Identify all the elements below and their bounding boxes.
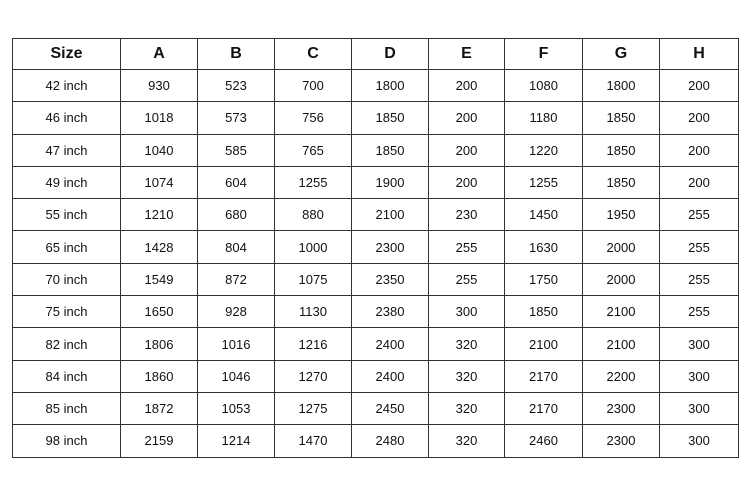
table-cell: 585 [198, 134, 275, 166]
table-cell: 1872 [121, 392, 198, 424]
table-cell: 320 [429, 392, 505, 424]
table-cell: 1046 [198, 360, 275, 392]
table-cell: 230 [429, 199, 505, 231]
table-cell: 300 [660, 328, 739, 360]
table-cell: 680 [198, 199, 275, 231]
table-cell: 200 [660, 166, 739, 198]
table-row [13, 70, 739, 102]
table-cell: 2000 [583, 231, 660, 263]
table-cell: 2170 [505, 392, 583, 424]
table-cell: 65 inch [13, 231, 121, 263]
table-cell: 2300 [583, 425, 660, 457]
table-cell: 1180 [505, 102, 583, 134]
table-cell: 320 [429, 425, 505, 457]
table-cell: 2000 [583, 263, 660, 295]
table-cell: 756 [275, 102, 352, 134]
table-cell: 1450 [505, 199, 583, 231]
table-cell: 82 inch [13, 328, 121, 360]
header-cell-e: E [429, 39, 505, 70]
header-cell-size: Size [13, 39, 121, 70]
table-cell: 200 [429, 134, 505, 166]
table-row [13, 425, 739, 457]
table-cell: 255 [429, 231, 505, 263]
table-cell: 255 [660, 263, 739, 295]
table-cell: 2460 [505, 425, 583, 457]
table-cell: 1549 [121, 263, 198, 295]
table-cell: 98 inch [13, 425, 121, 457]
table-cell: 300 [660, 360, 739, 392]
table-cell: 300 [429, 296, 505, 328]
table-cell: 1214 [198, 425, 275, 457]
table-cell: 2200 [583, 360, 660, 392]
table-cell: 1850 [583, 102, 660, 134]
table-cell: 320 [429, 360, 505, 392]
table-row [13, 360, 739, 392]
header-cell-b: B [198, 39, 275, 70]
table-cell: 1053 [198, 392, 275, 424]
table-cell: 1900 [352, 166, 429, 198]
table-cell: 1850 [352, 134, 429, 166]
table-cell: 1270 [275, 360, 352, 392]
table-cell: 1806 [121, 328, 198, 360]
table-cell: 75 inch [13, 296, 121, 328]
table-cell: 200 [429, 70, 505, 102]
table-cell: 255 [660, 296, 739, 328]
table-cell: 765 [275, 134, 352, 166]
table-cell: 200 [660, 134, 739, 166]
table-cell: 2380 [352, 296, 429, 328]
table-cell: 320 [429, 328, 505, 360]
table-cell: 49 inch [13, 166, 121, 198]
table-row [13, 134, 739, 166]
table-cell: 928 [198, 296, 275, 328]
table-cell: 200 [660, 102, 739, 134]
table-cell: 2400 [352, 360, 429, 392]
header-cell-g: G [583, 39, 660, 70]
table-cell: 2100 [505, 328, 583, 360]
table-row [13, 231, 739, 263]
table-cell: 300 [660, 425, 739, 457]
table-cell: 42 inch [13, 70, 121, 102]
table-cell: 804 [198, 231, 275, 263]
table-cell: 2300 [583, 392, 660, 424]
table-cell: 47 inch [13, 134, 121, 166]
table-cell: 2400 [352, 328, 429, 360]
table-cell: 1850 [352, 102, 429, 134]
table-cell: 2350 [352, 263, 429, 295]
table-cell: 1800 [352, 70, 429, 102]
table-cell: 2450 [352, 392, 429, 424]
table-cell: 200 [429, 166, 505, 198]
table-cell: 1650 [121, 296, 198, 328]
header-cell-f: F [505, 39, 583, 70]
table-cell: 1850 [583, 166, 660, 198]
size-table-container [12, 38, 738, 458]
table-cell: 84 inch [13, 360, 121, 392]
table-header [13, 39, 739, 70]
header-cell-h: H [660, 39, 739, 70]
header-cell-d: D [352, 39, 429, 70]
table-cell: 2300 [352, 231, 429, 263]
table-cell: 1000 [275, 231, 352, 263]
table-cell: 1018 [121, 102, 198, 134]
table-cell: 255 [660, 199, 739, 231]
table-cell: 1255 [505, 166, 583, 198]
header-cell-c: C [275, 39, 352, 70]
table-cell: 604 [198, 166, 275, 198]
table-cell: 85 inch [13, 392, 121, 424]
table-cell: 1275 [275, 392, 352, 424]
table-cell: 930 [121, 70, 198, 102]
table-cell: 55 inch [13, 199, 121, 231]
table-cell: 1040 [121, 134, 198, 166]
table-cell: 1470 [275, 425, 352, 457]
table-cell: 1800 [583, 70, 660, 102]
header-cell-a: A [121, 39, 198, 70]
table-cell: 1850 [583, 134, 660, 166]
table-cell: 2100 [583, 296, 660, 328]
table-cell: 200 [660, 70, 739, 102]
table-cell: 1255 [275, 166, 352, 198]
table-cell: 1210 [121, 199, 198, 231]
table-cell: 1016 [198, 328, 275, 360]
table-cell: 2100 [352, 199, 429, 231]
table-cell: 872 [198, 263, 275, 295]
table-cell: 573 [198, 102, 275, 134]
table-cell: 523 [198, 70, 275, 102]
table-cell: 1075 [275, 263, 352, 295]
table-cell: 1630 [505, 231, 583, 263]
table-cell: 46 inch [13, 102, 121, 134]
table-cell: 1860 [121, 360, 198, 392]
table-cell: 1750 [505, 263, 583, 295]
table-cell: 700 [275, 70, 352, 102]
table-cell: 1428 [121, 231, 198, 263]
table-row [13, 166, 739, 198]
header-row [13, 39, 739, 70]
table-cell: 255 [429, 263, 505, 295]
table-row [13, 328, 739, 360]
size-dimensions-table [12, 38, 739, 458]
table-cell: 2170 [505, 360, 583, 392]
table-cell: 2480 [352, 425, 429, 457]
table-row [13, 392, 739, 424]
table-cell: 2159 [121, 425, 198, 457]
table-cell: 255 [660, 231, 739, 263]
table-cell: 2100 [583, 328, 660, 360]
table-cell: 1950 [583, 199, 660, 231]
table-body [13, 70, 739, 458]
table-cell: 1074 [121, 166, 198, 198]
table-row [13, 263, 739, 295]
table-cell: 1216 [275, 328, 352, 360]
table-cell: 1850 [505, 296, 583, 328]
table-cell: 1080 [505, 70, 583, 102]
table-cell: 200 [429, 102, 505, 134]
table-cell: 300 [660, 392, 739, 424]
table-cell: 1220 [505, 134, 583, 166]
table-cell: 880 [275, 199, 352, 231]
table-row [13, 296, 739, 328]
table-cell: 1130 [275, 296, 352, 328]
table-cell: 70 inch [13, 263, 121, 295]
table-row [13, 199, 739, 231]
table-row [13, 102, 739, 134]
